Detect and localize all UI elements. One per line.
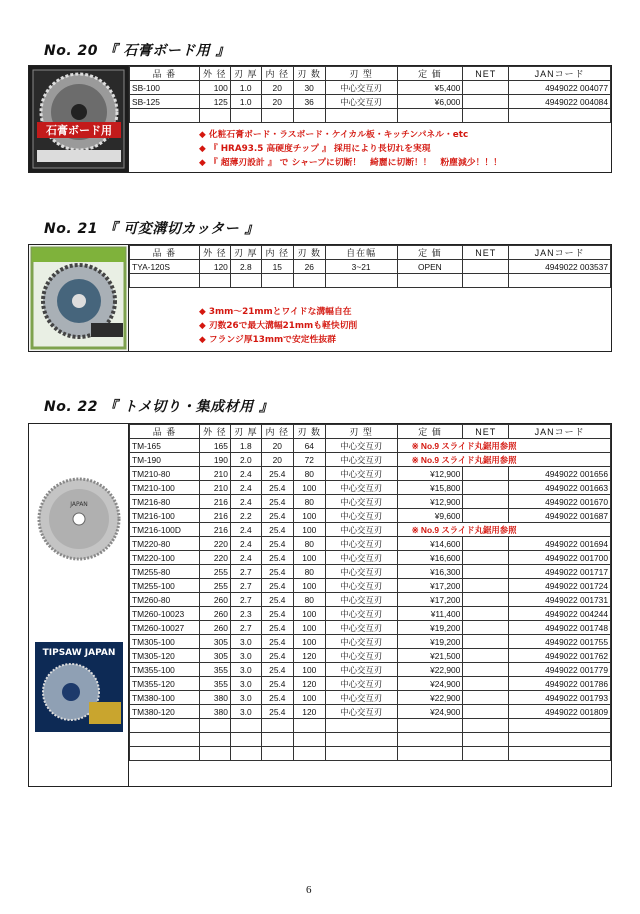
table-cell: 120: [293, 705, 325, 719]
blade-label: JAPAN: [70, 501, 88, 508]
table-cell: 25.4: [261, 677, 293, 691]
table-cell: TM260-80: [130, 593, 200, 607]
table-cell: 中心交互刃: [325, 663, 397, 677]
table-cell: 中心交互刃: [325, 95, 397, 109]
table-cell: 4949022 004077: [509, 81, 611, 95]
table-row: [130, 677, 611, 691]
column-header: 刃 厚: [230, 246, 261, 260]
table-cell: 4949022 001748: [509, 621, 611, 635]
table-cell: 100: [293, 621, 325, 635]
table-cell: 25.4: [261, 537, 293, 551]
reference-note: ※ No.9 スライド丸鋸用参照: [397, 439, 610, 453]
column-header: 内 径: [261, 425, 293, 439]
table-cell: 4949022 001755: [509, 635, 611, 649]
table-cell: 4949022 001670: [509, 495, 611, 509]
table-cell: ¥9,600: [397, 509, 463, 523]
table-cell: 3.0: [230, 677, 261, 691]
table-cell: 210: [199, 467, 230, 481]
spec-table-22: [129, 424, 611, 761]
table-cell: 3.0: [230, 705, 261, 719]
table-cell: 165: [199, 439, 230, 453]
feature-item: ◆ 刃数26で最大溝幅21mmも軽快切削: [199, 319, 357, 333]
table-cell: 25.4: [261, 495, 293, 509]
table-cell: 中心交互刃: [325, 467, 397, 481]
product-image-tm: [29, 424, 129, 786]
table-cell: 100: [293, 691, 325, 705]
table-cell: 4949022 001731: [509, 593, 611, 607]
table-cell: 355: [199, 677, 230, 691]
table-cell: 3.0: [230, 635, 261, 649]
table-cell: 125: [199, 95, 230, 109]
table-row: [130, 453, 611, 467]
table-cell: 25.4: [261, 705, 293, 719]
empty-row: [130, 274, 611, 288]
table-cell: [463, 593, 509, 607]
table-cell: 中心交互刃: [325, 677, 397, 691]
table-cell: 30: [293, 81, 325, 95]
table-cell: [463, 663, 509, 677]
section-22-title: No. 22 『 トメ切り・集成材用 』: [44, 399, 274, 415]
table-cell: 25.4: [261, 663, 293, 677]
column-header: 刃 数: [293, 67, 325, 81]
table-cell: 20: [261, 439, 293, 453]
table-cell: ¥17,200: [397, 579, 463, 593]
table-row: [130, 565, 611, 579]
table-cell: ¥22,900: [397, 663, 463, 677]
table-cell: 36: [293, 95, 325, 109]
table-cell: 中心交互刃: [325, 579, 397, 593]
column-header: JANコード: [509, 67, 611, 81]
table-cell: 2.2: [230, 509, 261, 523]
section-22-block: [28, 423, 612, 787]
table-cell: 2.4: [230, 495, 261, 509]
table-cell: 216: [199, 509, 230, 523]
table-cell: 中心交互刃: [325, 439, 397, 453]
table-cell: OPEN: [397, 260, 463, 274]
table-cell: 25.4: [261, 621, 293, 635]
table-cell: 4949022 001779: [509, 663, 611, 677]
table-cell: ¥11,400: [397, 607, 463, 621]
table-cell: 3~21: [325, 260, 397, 274]
table-cell: ¥12,900: [397, 467, 463, 481]
table-cell: ¥5,400: [397, 81, 463, 95]
table-cell: TM-190: [130, 453, 200, 467]
table-cell: [463, 691, 509, 705]
column-header: 品 番: [130, 246, 200, 260]
table-cell: ¥19,200: [397, 635, 463, 649]
table-cell: TM260-10023: [130, 607, 200, 621]
table-cell: ¥6,000: [397, 95, 463, 109]
table-cell: 4949022 001663: [509, 481, 611, 495]
table-cell: TM260-10027: [130, 621, 200, 635]
empty-row: [130, 733, 611, 747]
table-cell: 220: [199, 537, 230, 551]
spec-table-21: [129, 245, 611, 288]
table-cell: 305: [199, 649, 230, 663]
table-row: [130, 705, 611, 719]
table-cell: ¥15,800: [397, 481, 463, 495]
table-cell: 中心交互刃: [325, 481, 397, 495]
table-cell: TYA-120S: [130, 260, 200, 274]
table-cell: 64: [293, 439, 325, 453]
table-cell: 80: [293, 537, 325, 551]
column-header: 刃 厚: [230, 425, 261, 439]
table-cell: 中心交互刃: [325, 635, 397, 649]
table-cell: TM210-80: [130, 467, 200, 481]
table-cell: TM255-100: [130, 579, 200, 593]
table-cell: [463, 551, 509, 565]
table-cell: [463, 95, 509, 109]
column-header: 外 径: [199, 425, 230, 439]
table-row: [130, 635, 611, 649]
table-cell: 3.0: [230, 663, 261, 677]
table-cell: 中心交互刃: [325, 691, 397, 705]
table-cell: TM305-120: [130, 649, 200, 663]
table-cell: ¥16,600: [397, 551, 463, 565]
table-cell: 255: [199, 565, 230, 579]
table-cell: 1.8: [230, 439, 261, 453]
table-cell: 26: [293, 260, 325, 274]
table-cell: TM216-100: [130, 509, 200, 523]
column-header: 内 径: [261, 67, 293, 81]
feature-item: ◆ フランジ厚13mmで安定性抜群: [199, 333, 357, 347]
table-cell: 2.4: [230, 537, 261, 551]
table-cell: TM380-120: [130, 705, 200, 719]
table-cell: 25.4: [261, 565, 293, 579]
column-header: 品 番: [130, 67, 200, 81]
table-cell: 260: [199, 593, 230, 607]
table-cell: TM210-100: [130, 481, 200, 495]
table-cell: 25.4: [261, 551, 293, 565]
table-cell: 中心交互刃: [325, 453, 397, 467]
saw-package-icon: [29, 66, 128, 172]
table-cell: 中心交互刃: [325, 593, 397, 607]
reference-note: ※ No.9 スライド丸鋸用参照: [397, 453, 610, 467]
table-cell: TM216-80: [130, 495, 200, 509]
table-cell: [463, 481, 509, 495]
table-cell: 72: [293, 453, 325, 467]
table-cell: 20: [261, 453, 293, 467]
empty-row: [130, 747, 611, 761]
table-cell: ¥22,900: [397, 691, 463, 705]
features-21: [199, 305, 357, 347]
table-cell: 2.7: [230, 565, 261, 579]
table-cell: ¥12,900: [397, 495, 463, 509]
table-cell: ¥19,200: [397, 621, 463, 635]
feature-item: ◆ 『 超薄刃設計 』 で シャープに切断！ 綺麗に切断！！ 粉塵減少！！！: [199, 156, 502, 170]
section-21-title: No. 21 『 可変溝切カッター 』: [44, 221, 259, 237]
table-cell: 120: [199, 260, 230, 274]
empty-row: [130, 109, 611, 123]
table-cell: 15: [261, 260, 293, 274]
column-header: NET: [463, 246, 509, 260]
table-cell: 25.4: [261, 579, 293, 593]
table-cell: 25.4: [261, 607, 293, 621]
table-cell: 2.8: [230, 260, 261, 274]
table-cell: [463, 621, 509, 635]
table-cell: 4949022 003537: [509, 260, 611, 274]
table-cell: 1.0: [230, 95, 261, 109]
table-cell: 2.4: [230, 551, 261, 565]
table-cell: SB-125: [130, 95, 200, 109]
table-cell: TM220-80: [130, 537, 200, 551]
table-row: [130, 260, 611, 274]
table-cell: TM380-100: [130, 691, 200, 705]
table-row: [130, 649, 611, 663]
empty-row: [130, 719, 611, 733]
table-cell: 中心交互刃: [325, 523, 397, 537]
table-cell: 25.4: [261, 593, 293, 607]
table-cell: 100: [293, 481, 325, 495]
section-21-block: [28, 244, 612, 352]
table-cell: [463, 579, 509, 593]
table-cell: 100: [293, 607, 325, 621]
table-cell: 中心交互刃: [325, 551, 397, 565]
table-cell: 中心交互刃: [325, 537, 397, 551]
table-row: [130, 551, 611, 565]
section-20-block: [28, 65, 612, 173]
table-cell: [463, 705, 509, 719]
feature-item: ◆ 『 HRA93.5 高硬度チップ 』 採用により長切れを実現: [199, 142, 502, 156]
table-cell: 120: [293, 649, 325, 663]
table-cell: [463, 495, 509, 509]
column-header: 外 径: [199, 67, 230, 81]
table-cell: 380: [199, 691, 230, 705]
table-cell: 中心交互刃: [325, 607, 397, 621]
table-cell: 100: [293, 523, 325, 537]
table-cell: TM355-100: [130, 663, 200, 677]
table-cell: 4949022 001762: [509, 649, 611, 663]
column-header: 刃 厚: [230, 67, 261, 81]
table-cell: ¥17,200: [397, 593, 463, 607]
table-cell: 100: [293, 509, 325, 523]
table-cell: 80: [293, 467, 325, 481]
table-cell: 4949022 004084: [509, 95, 611, 109]
section-20-title: No. 20 『 石膏ボード用 』: [44, 43, 231, 59]
table-row: [130, 495, 611, 509]
table-cell: ¥24,900: [397, 677, 463, 691]
column-header: NET: [463, 67, 509, 81]
table-row: [130, 481, 611, 495]
table-cell: 220: [199, 551, 230, 565]
table-cell: 260: [199, 621, 230, 635]
table-cell: 4949022 001700: [509, 551, 611, 565]
table-cell: 100: [199, 81, 230, 95]
table-cell: 中心交互刃: [325, 81, 397, 95]
table-cell: 中心交互刃: [325, 649, 397, 663]
table-cell: 4949022 001809: [509, 705, 611, 719]
column-header: 刃 数: [293, 425, 325, 439]
table-cell: ¥14,600: [397, 537, 463, 551]
column-header: 内 径: [261, 246, 293, 260]
column-header: 自在幅: [325, 246, 397, 260]
table-cell: [463, 565, 509, 579]
table-cell: 100: [293, 635, 325, 649]
product-image-tya: [29, 245, 129, 351]
column-header: 刃 型: [325, 67, 397, 81]
table-cell: SB-100: [130, 81, 200, 95]
table-cell: [463, 607, 509, 621]
table-cell: 1.0: [230, 81, 261, 95]
table-row: [130, 537, 611, 551]
table-cell: 260: [199, 607, 230, 621]
table-row: [130, 593, 611, 607]
column-header: 定 価: [397, 425, 463, 439]
table-cell: 4949022 001694: [509, 537, 611, 551]
table-cell: 25.4: [261, 635, 293, 649]
column-header: 定 価: [397, 67, 463, 81]
table-cell: 4949022 001687: [509, 509, 611, 523]
product-image-sb: [29, 66, 129, 172]
table-row: [130, 81, 611, 95]
table-cell: 20: [261, 95, 293, 109]
table-cell: TM305-100: [130, 635, 200, 649]
table-cell: 80: [293, 495, 325, 509]
table-cell: 2.4: [230, 481, 261, 495]
table-cell: [463, 635, 509, 649]
table-cell: TM255-80: [130, 565, 200, 579]
column-header: NET: [463, 425, 509, 439]
table-cell: 25.4: [261, 481, 293, 495]
table-row: [130, 439, 611, 453]
table-cell: 3.0: [230, 649, 261, 663]
table-row: [130, 621, 611, 635]
table-row: [130, 663, 611, 677]
table-cell: 2.4: [230, 523, 261, 537]
table-cell: TM216-100D: [130, 523, 200, 537]
table-cell: 216: [199, 495, 230, 509]
table-cell: 2.7: [230, 593, 261, 607]
table-row: [130, 467, 611, 481]
table-cell: 355: [199, 663, 230, 677]
table-cell: ¥16,300: [397, 565, 463, 579]
table-cell: [463, 649, 509, 663]
table-cell: [463, 677, 509, 691]
table-cell: 80: [293, 593, 325, 607]
table-cell: TM-165: [130, 439, 200, 453]
table-cell: [463, 467, 509, 481]
tm-saw-images: [29, 424, 128, 786]
table-cell: 25.4: [261, 691, 293, 705]
table-cell: 中心交互刃: [325, 565, 397, 579]
table-cell: 216: [199, 523, 230, 537]
feature-item: ◆ 化粧石膏ボード・ラスボード・ケイカル板・キッチンパネル・etc: [199, 128, 502, 142]
table-cell: TM355-120: [130, 677, 200, 691]
table-row: [130, 579, 611, 593]
column-header: 品 番: [130, 425, 200, 439]
table-cell: 4949022 001724: [509, 579, 611, 593]
table-cell: 120: [293, 677, 325, 691]
table-cell: 190: [199, 453, 230, 467]
table-row: [130, 509, 611, 523]
column-header: 外 径: [199, 246, 230, 260]
table-cell: 2.0: [230, 453, 261, 467]
table-cell: 25.4: [261, 649, 293, 663]
table-cell: 4949022 001786: [509, 677, 611, 691]
features-20: [199, 128, 502, 170]
column-header: 刃 型: [325, 425, 397, 439]
table-cell: 2.7: [230, 579, 261, 593]
table-cell: [463, 537, 509, 551]
table-cell: 255: [199, 579, 230, 593]
table-cell: 380: [199, 705, 230, 719]
table-row: [130, 95, 611, 109]
table-cell: 2.7: [230, 621, 261, 635]
table-cell: 中心交互刃: [325, 705, 397, 719]
table-cell: [463, 509, 509, 523]
table-cell: 4949022 001793: [509, 691, 611, 705]
table-row: [130, 691, 611, 705]
table-cell: 4949022 004244: [509, 607, 611, 621]
table-cell: [463, 81, 509, 95]
table-row: [130, 523, 611, 537]
table-cell: ¥24,900: [397, 705, 463, 719]
table-cell: 2.4: [230, 467, 261, 481]
table-cell: 中心交互刃: [325, 495, 397, 509]
table-row: [130, 607, 611, 621]
table-cell: 25.4: [261, 523, 293, 537]
table-cell: 80: [293, 565, 325, 579]
table-cell: TM220-100: [130, 551, 200, 565]
feature-item: ◆ 3mm～21mmとワイドな溝幅自在: [199, 305, 357, 319]
table-cell: 100: [293, 579, 325, 593]
table-cell: 305: [199, 635, 230, 649]
column-header: JANコード: [509, 425, 611, 439]
column-header: 刃 数: [293, 246, 325, 260]
table-cell: 中心交互刃: [325, 621, 397, 635]
groove-cutter-package-icon: [29, 245, 128, 351]
package-label: 石膏ボード用: [46, 124, 112, 137]
table-cell: 4949022 001656: [509, 467, 611, 481]
table-cell: [463, 260, 509, 274]
table-cell: 中心交互刃: [325, 509, 397, 523]
table-cell: 25.4: [261, 467, 293, 481]
table-cell: ¥21,500: [397, 649, 463, 663]
table-cell: 210: [199, 481, 230, 495]
column-header: JANコード: [509, 246, 611, 260]
table-cell: 3.0: [230, 691, 261, 705]
reference-note: ※ No.9 スライド丸鋸用参照: [397, 523, 610, 537]
spec-table-20: [129, 66, 611, 123]
table-cell: 20: [261, 81, 293, 95]
package-brand: TIPSAW JAPAN: [42, 648, 116, 658]
table-cell: 25.4: [261, 509, 293, 523]
table-cell: 100: [293, 663, 325, 677]
table-cell: 2.3: [230, 607, 261, 621]
table-cell: 4949022 001717: [509, 565, 611, 579]
column-header: 定 価: [397, 246, 463, 260]
table-cell: 100: [293, 551, 325, 565]
page-number: 6: [306, 884, 312, 896]
